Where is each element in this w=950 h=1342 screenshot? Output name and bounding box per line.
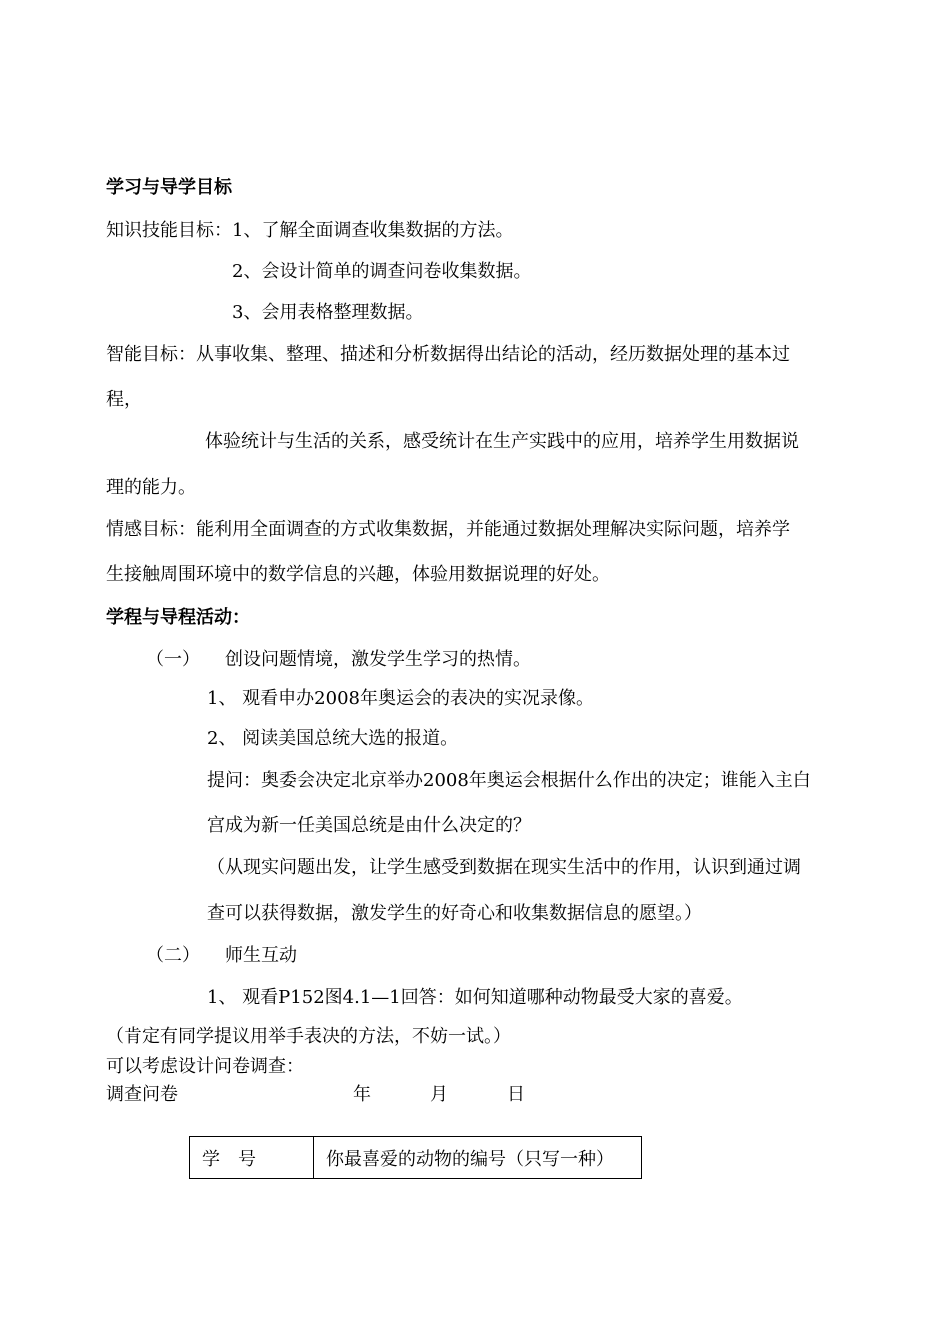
- table-header-favorite-animal: 你最喜爱的动物的编号（只写一种）: [314, 1137, 642, 1179]
- part1-question-line-2: 宫成为新一任美国总统是由什么决定的？: [207, 815, 531, 836]
- part2-number: （二）: [146, 945, 200, 966]
- survey-day: 日: [507, 1084, 525, 1105]
- ability-goal-line-1: 智能目标：从事收集、整理、描述和分析数据得出结论的活动，经历数据处理的基本过: [106, 344, 790, 365]
- ability-goal-line-4: 理的能力。: [106, 477, 196, 498]
- knowledge-item-3: 3、会用表格整理数据。: [232, 302, 424, 323]
- heading-activities: 学程与导程活动：: [106, 607, 250, 628]
- part1-item-2: 2、 阅读美国总统大选的报道。: [207, 728, 459, 749]
- survey-table: [189, 1136, 642, 1179]
- part2-item-1: 1、 观看P152图4.1—1回答：如何知道哪种动物最受大家的喜爱。: [207, 987, 743, 1008]
- survey-month: 月: [430, 1084, 448, 1105]
- part2-note: （肯定有同学提议用举手表决的方法，不妨一试。）: [106, 1026, 511, 1047]
- knowledge-item-1: 1、了解全面调查收集数据的方法。: [232, 220, 514, 241]
- emotion-goal-line-2: 生接触周围环境中的数学信息的兴趣，体验用数据说理的好处。: [106, 564, 610, 585]
- part1-item-1: 1、 观看申办2008年奥运会的表决的实况录像。: [207, 688, 594, 709]
- part1-question-line-1: 提问：奥委会决定北京举办2008年奥运会根据什么作出的决定；谁能入主白: [207, 770, 811, 791]
- part1-note-line-2: 查可以获得数据，激发学生的好奇心和收集数据信息的愿望。）: [207, 903, 702, 924]
- part1-title: 创设问题情境，激发学生学习的热情。: [225, 649, 531, 670]
- part2-title: 师生互动: [225, 945, 297, 966]
- part1-number: （一）: [146, 649, 200, 670]
- survey-label: 调查问卷: [106, 1084, 178, 1105]
- part2-survey-intro: 可以考虑设计问卷调查：: [106, 1056, 304, 1077]
- heading-learning-goals: 学习与导学目标: [106, 177, 232, 198]
- ability-goal-line-2: 程，: [106, 389, 142, 410]
- table-header-student-number: 学 号: [190, 1137, 314, 1179]
- ability-goal-line-3: 体验统计与生活的关系，感受统计在生产实践中的应用，培养学生用数据说: [205, 431, 799, 452]
- knowledge-label: 知识技能目标：: [106, 220, 232, 241]
- part1-note-line-1: （从现实问题出发，让学生感受到数据在现实生活中的作用，认识到通过调: [207, 857, 801, 878]
- table-row: [190, 1137, 642, 1179]
- emotion-goal-line-1: 情感目标：能利用全面调查的方式收集数据，并能通过数据处理解决实际问题，培养学: [106, 519, 790, 540]
- survey-year: 年: [353, 1084, 371, 1105]
- knowledge-item-2: 2、会设计简单的调查问卷收集数据。: [232, 261, 532, 282]
